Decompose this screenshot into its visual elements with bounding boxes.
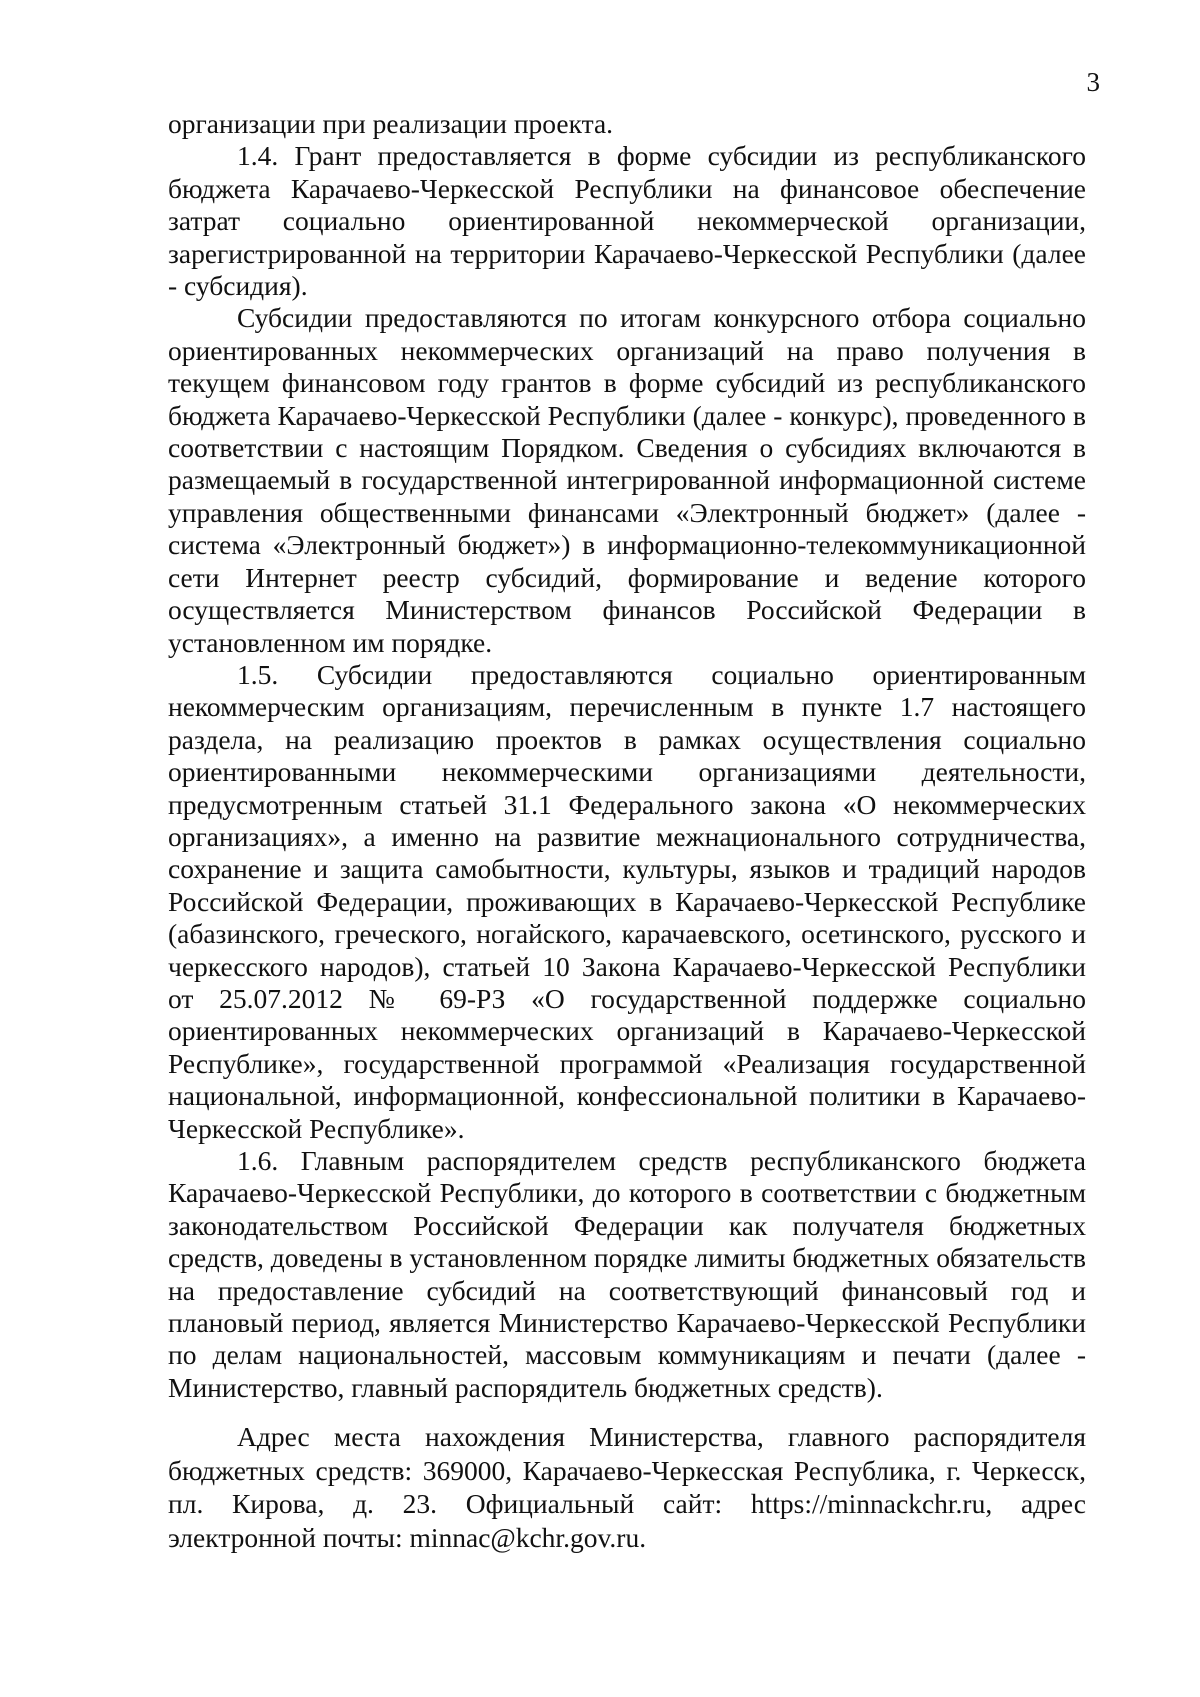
paragraph-subsidy-selection: Субсидии предоставляются по итогам конкурсного отбора социально ориентированных некоммерческих организаций на право получения в текущем финансовом году грантов в форме субсидий из республиканского бюджета Карачаево-Черкесской Республики (далее - конкурс), проведенного в соответствии с настоящим Порядком. Сведения о субсидиях включаются в размещаемый в государственной интегрированной информационной системе управления общественными финансами «Электронный бюджет» (далее - система «Электронный бюджет») в информационно-телекоммуникационной сети Интернет реестр субсидий, формирование и ведение которого осуществляется Министерством финансов Российской Федерации в установленном им порядке. <box>168 302 1086 658</box>
paragraph-1-6-main-administrator: 1.6. Главным распорядителем средств республиканского бюджета Карачаево-Черкесской Республики, до которого в соответствии с бюджетным законодательством Российской Федерации как получателя бюджетных средств, доведены в установленном порядке лимиты бюджетных обязательств на предоставление субсидий на соответствующий финансовый год и плановый период, является Министерство Карачаево-Черкесской Республики по делам национальностей, массовым коммуникациям и печати (далее - Министерство, главный распорядитель бюджетных средств). <box>168 1145 1086 1403</box>
page-number: 3 <box>1086 67 1100 97</box>
paragraph-ministry-address: Адрес места нахождения Министерства, главного распорядителя бюджетных средств: 369000, Карачаево-Черкесская Республика, г. Черкесск, пл. Кирова, д. 23. Официальный сайт: https://minnackchr.ru, адрес электронной почты: minnac@kchr.gov.ru. <box>168 1421 1086 1553</box>
paragraph-continuation: организации при реализации проекта. <box>168 108 614 139</box>
paragraph-1-4-grant: 1.4. Грант предоставляется в форме субсидии из республиканского бюджета Карачаево-Черкесской Республики на финансовое обеспечение затрат социально ориентированной некоммерческой организации, зарегистрированной на территории Карачаево-Черкесской Республики (далее - субсидия). <box>168 140 1086 302</box>
paragraph-1-5-recipients: 1.5. Субсидии предоставляются социально ориентированным некоммерческим организациям, перечисленным в пункте 1.7 настоящего раздела, на реализацию проектов в рамках осуществления социально ориентированными некоммерческими организациями деятельности, предусмотренным статьей 31.1 Федерального закона «О некоммерческих организациях», а именно на развитие межнационального сотрудничества, сохранение и защита самобытности, культуры, языков и традиций народов Российской Федерации, проживающих в Карачаево-Черкесской Республике (абазинского, греческого, ногайского, карачаевского, осетинского, русского и черкесского народов), статьей 10 Закона Карачаево-Черкесской Республики от 25.07.2012 № 69-РЗ «О государственной поддержке социально ориентированных некоммерческих организаций в Карачаево-Черкесской Республике», государственной программой «Реализация государственной национальной, информационной, конфессиональной политики в Карачаево-Черкесской Республике». <box>168 658 1086 1144</box>
document-body <box>168 108 1086 1554</box>
